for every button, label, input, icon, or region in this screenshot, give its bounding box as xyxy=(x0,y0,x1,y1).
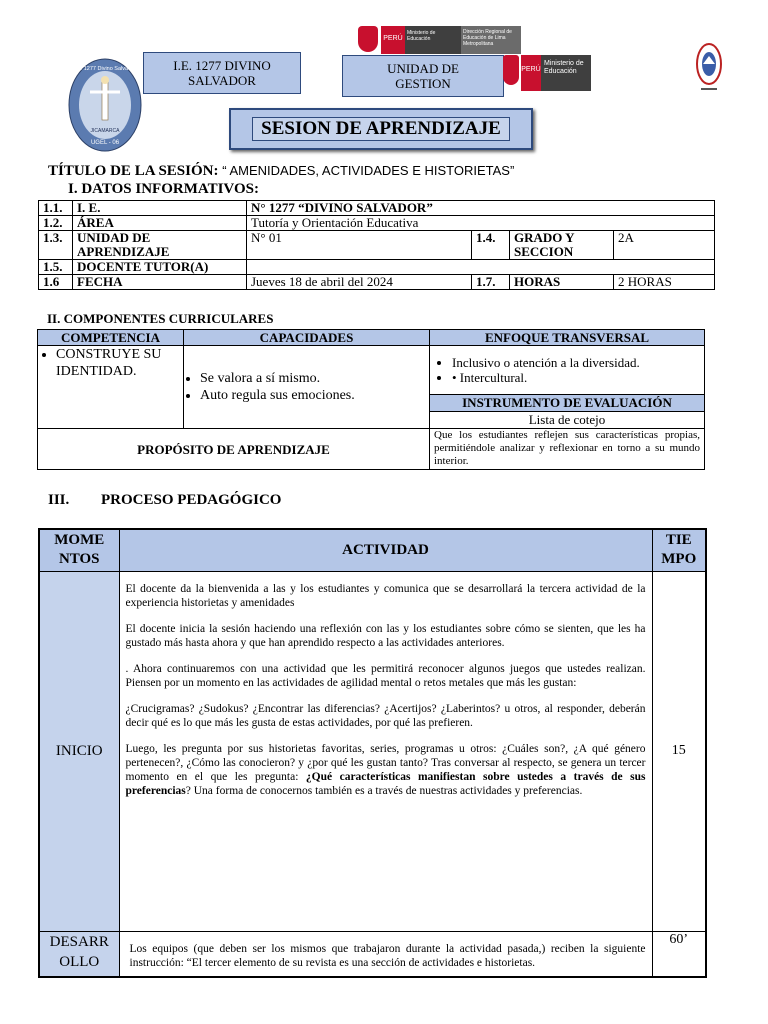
paragraph-part: ? Una forma de conocernos también es a través de nuestras actividades y preferencias. xyxy=(185,784,583,797)
cell: ÁREA xyxy=(73,216,247,231)
cell: Jueves 18 de abril del 2024 xyxy=(247,275,472,290)
header-cell: ENFOQUE TRANSVERSAL xyxy=(430,330,705,346)
table-row xyxy=(38,346,705,395)
school-logo xyxy=(68,58,142,152)
paragraph-bold: ¿Qué características manifiestan sobre ustedes a través de sus preferencias xyxy=(125,770,646,797)
cell: 1.4. xyxy=(472,231,510,260)
desarrollo-activity-cell: Los equipos (que deben ser los mismos que trabajaron durante la actividad pasada,) reciben la siguiente instrucción: “El tercer elemento de su revista es una sección de actividades e historietas. xyxy=(119,931,652,977)
cell: N° 01 xyxy=(247,231,472,260)
competencia-cell xyxy=(38,346,184,429)
cell: UNIDAD DE APRENDIZAJE xyxy=(73,231,247,260)
header-cell: ACTIVIDAD xyxy=(119,529,652,571)
session-title xyxy=(48,163,514,180)
cell: 2 HORAS xyxy=(614,275,715,290)
cell: 1.3. xyxy=(39,231,73,260)
cell: GRADO Y SECCION xyxy=(510,231,614,260)
dre-label: Dirección Regional de Educación de Lima Metropolitana xyxy=(461,26,521,54)
peru-label: PERÚ xyxy=(381,26,405,54)
inicio-cell: INICIO xyxy=(39,571,119,931)
table-row xyxy=(39,571,706,931)
peru-shield-icon-2 xyxy=(503,55,519,85)
cell: Lista de cotejo xyxy=(430,412,705,429)
inicio-activity-cell xyxy=(119,571,652,931)
paragraph: . Ahora continuaremos con una actividad que les permitirá reconocer algunos juegos que ustedes realizan. Piensen por un momento en las actividades de agilidad mental o retos metales que más les gustan: xyxy=(125,662,646,689)
unit-text: UNIDAD DE GESTION xyxy=(387,61,459,91)
cell: N° 1277 “DIVINO SALVADOR” xyxy=(247,201,715,216)
table-row xyxy=(39,931,706,977)
ministry-label-small: Ministerio de Educación xyxy=(405,26,461,54)
table-row xyxy=(39,231,715,260)
cell: 2A xyxy=(614,231,715,260)
table-row xyxy=(39,216,715,231)
cell: 1.2. xyxy=(39,216,73,231)
cell: Tutoría y Orientación Educativa xyxy=(247,216,715,231)
proposito-label-cell: PROPÓSITO DE APRENDIZAJE xyxy=(38,429,430,470)
header-cell: TIE MPO xyxy=(652,529,706,571)
cell xyxy=(247,260,715,275)
cell: 1.7. xyxy=(472,275,510,290)
desarrollo-cell: DESARR OLLO xyxy=(39,931,119,977)
ministry-banner-top xyxy=(358,26,528,54)
header-cell: MOME NTOS xyxy=(39,529,119,571)
cell: FECHA xyxy=(73,275,247,290)
header-cell: COMPETENCIA xyxy=(38,330,184,346)
school-name-box xyxy=(143,52,301,94)
logo-top-text: I.E. 1277 Divino Salvador xyxy=(73,66,137,72)
cell: I. E. xyxy=(73,201,247,216)
datos-heading: I. DATOS INFORMATIVOS: xyxy=(68,181,259,197)
ministry-banner-right xyxy=(503,55,593,91)
paragraph-part: Luego, les pregunta por sus historietas favoritas, series, programas u otros: ¿Cuáles son?, ¿A qué género pertenecen?, ¿Cómo las conocieron? y ¿por qué les gustan tanto? Tras conversar al respecto, se genera un tercer momento en el que les pregunta: xyxy=(125,742,646,783)
list-item: • Inclusivo o atención a la diversidad. xyxy=(452,355,700,370)
cell: 1.6 xyxy=(39,275,73,290)
cell: 1.1. xyxy=(39,201,73,216)
cell: HORAS xyxy=(510,275,614,290)
table-row xyxy=(39,275,715,290)
session-title-value: “ AMENIDADES, ACTIVIDADES E HISTORIETAS” xyxy=(222,163,515,178)
list-item: • Auto regula sus emociones. xyxy=(200,387,425,404)
cell: 1.5. xyxy=(39,260,73,275)
list-item: • Se valora a sí mismo. xyxy=(200,370,425,387)
desarrollo-time-cell: 60’ xyxy=(652,931,706,977)
header-cell: CAPACIDADES xyxy=(184,330,430,346)
paragraph xyxy=(126,742,646,798)
unit-box xyxy=(342,55,504,97)
session-banner xyxy=(229,108,533,150)
session-title-label: TÍTULO DE LA SESIÓN: xyxy=(48,163,219,179)
list-item: • • Intercultural. xyxy=(452,370,700,385)
paragraph: ¿Crucigramas? ¿Sudokus? ¿Encontrar las diferencias? ¿Acertijos? ¿Laberintos? u otros, al responder, deberán decir qué es lo que más les gusta de estas actividades, por qué las prefieren. xyxy=(125,702,646,729)
componentes-table xyxy=(37,329,705,470)
componentes-heading: II. COMPONENTES CURRICULARES xyxy=(47,311,274,326)
list-item: • CONSTRUYE SU IDENTIDAD. xyxy=(56,346,179,380)
proceso-heading-text: PROCESO PEDAGÓGICO xyxy=(101,492,282,508)
proceso-table xyxy=(38,528,707,978)
table-row xyxy=(38,330,705,346)
ministry-label-2: Ministerio de Educación xyxy=(541,55,591,91)
logo-mid-text: JICAMARCA xyxy=(90,128,120,134)
table-row xyxy=(39,260,715,275)
peru-shield-icon xyxy=(358,26,378,52)
proceso-heading-num: III. xyxy=(48,492,70,508)
enfoque-cell xyxy=(430,346,705,395)
table-row xyxy=(39,529,706,571)
session-banner-text: SESION DE APRENDIZAJE xyxy=(252,117,510,141)
header-cell: INSTRUMENTO DE EVALUACIÓN xyxy=(430,395,705,412)
inicio-time-cell: 15 xyxy=(652,571,706,931)
proposito-cell: Que los estudiantes reflejen sus características propias, permitiéndole analizar y reflexionar en torno a su mundo interior. xyxy=(430,429,705,470)
paragraph: El docente inicia la sesión haciendo una reflexión con las y los estudiantes sobre cómo se sienten, que les ha gustado más hasta ahora y que han aprendido respecto a las actividades anteriores. xyxy=(125,622,646,649)
cell: DOCENTE TUTOR(A) xyxy=(73,260,247,275)
table-row xyxy=(39,201,715,216)
capacidades-cell xyxy=(184,346,430,429)
peru-label-2: PERÚ xyxy=(521,55,541,91)
emblem-icon xyxy=(694,42,724,98)
school-name-text: I.E. 1277 DIVINO SALVADOR xyxy=(173,58,271,88)
table-row xyxy=(38,429,705,470)
proceso-heading xyxy=(48,492,281,509)
paragraph: El docente da la bienvenida a las y los estudiantes y comunica que se desarrollará la tercera actividad de la experiencia historietas y amenidades xyxy=(125,582,646,609)
logo-bottom-text: UGEL - 06 xyxy=(90,140,120,146)
datos-table xyxy=(38,200,715,290)
